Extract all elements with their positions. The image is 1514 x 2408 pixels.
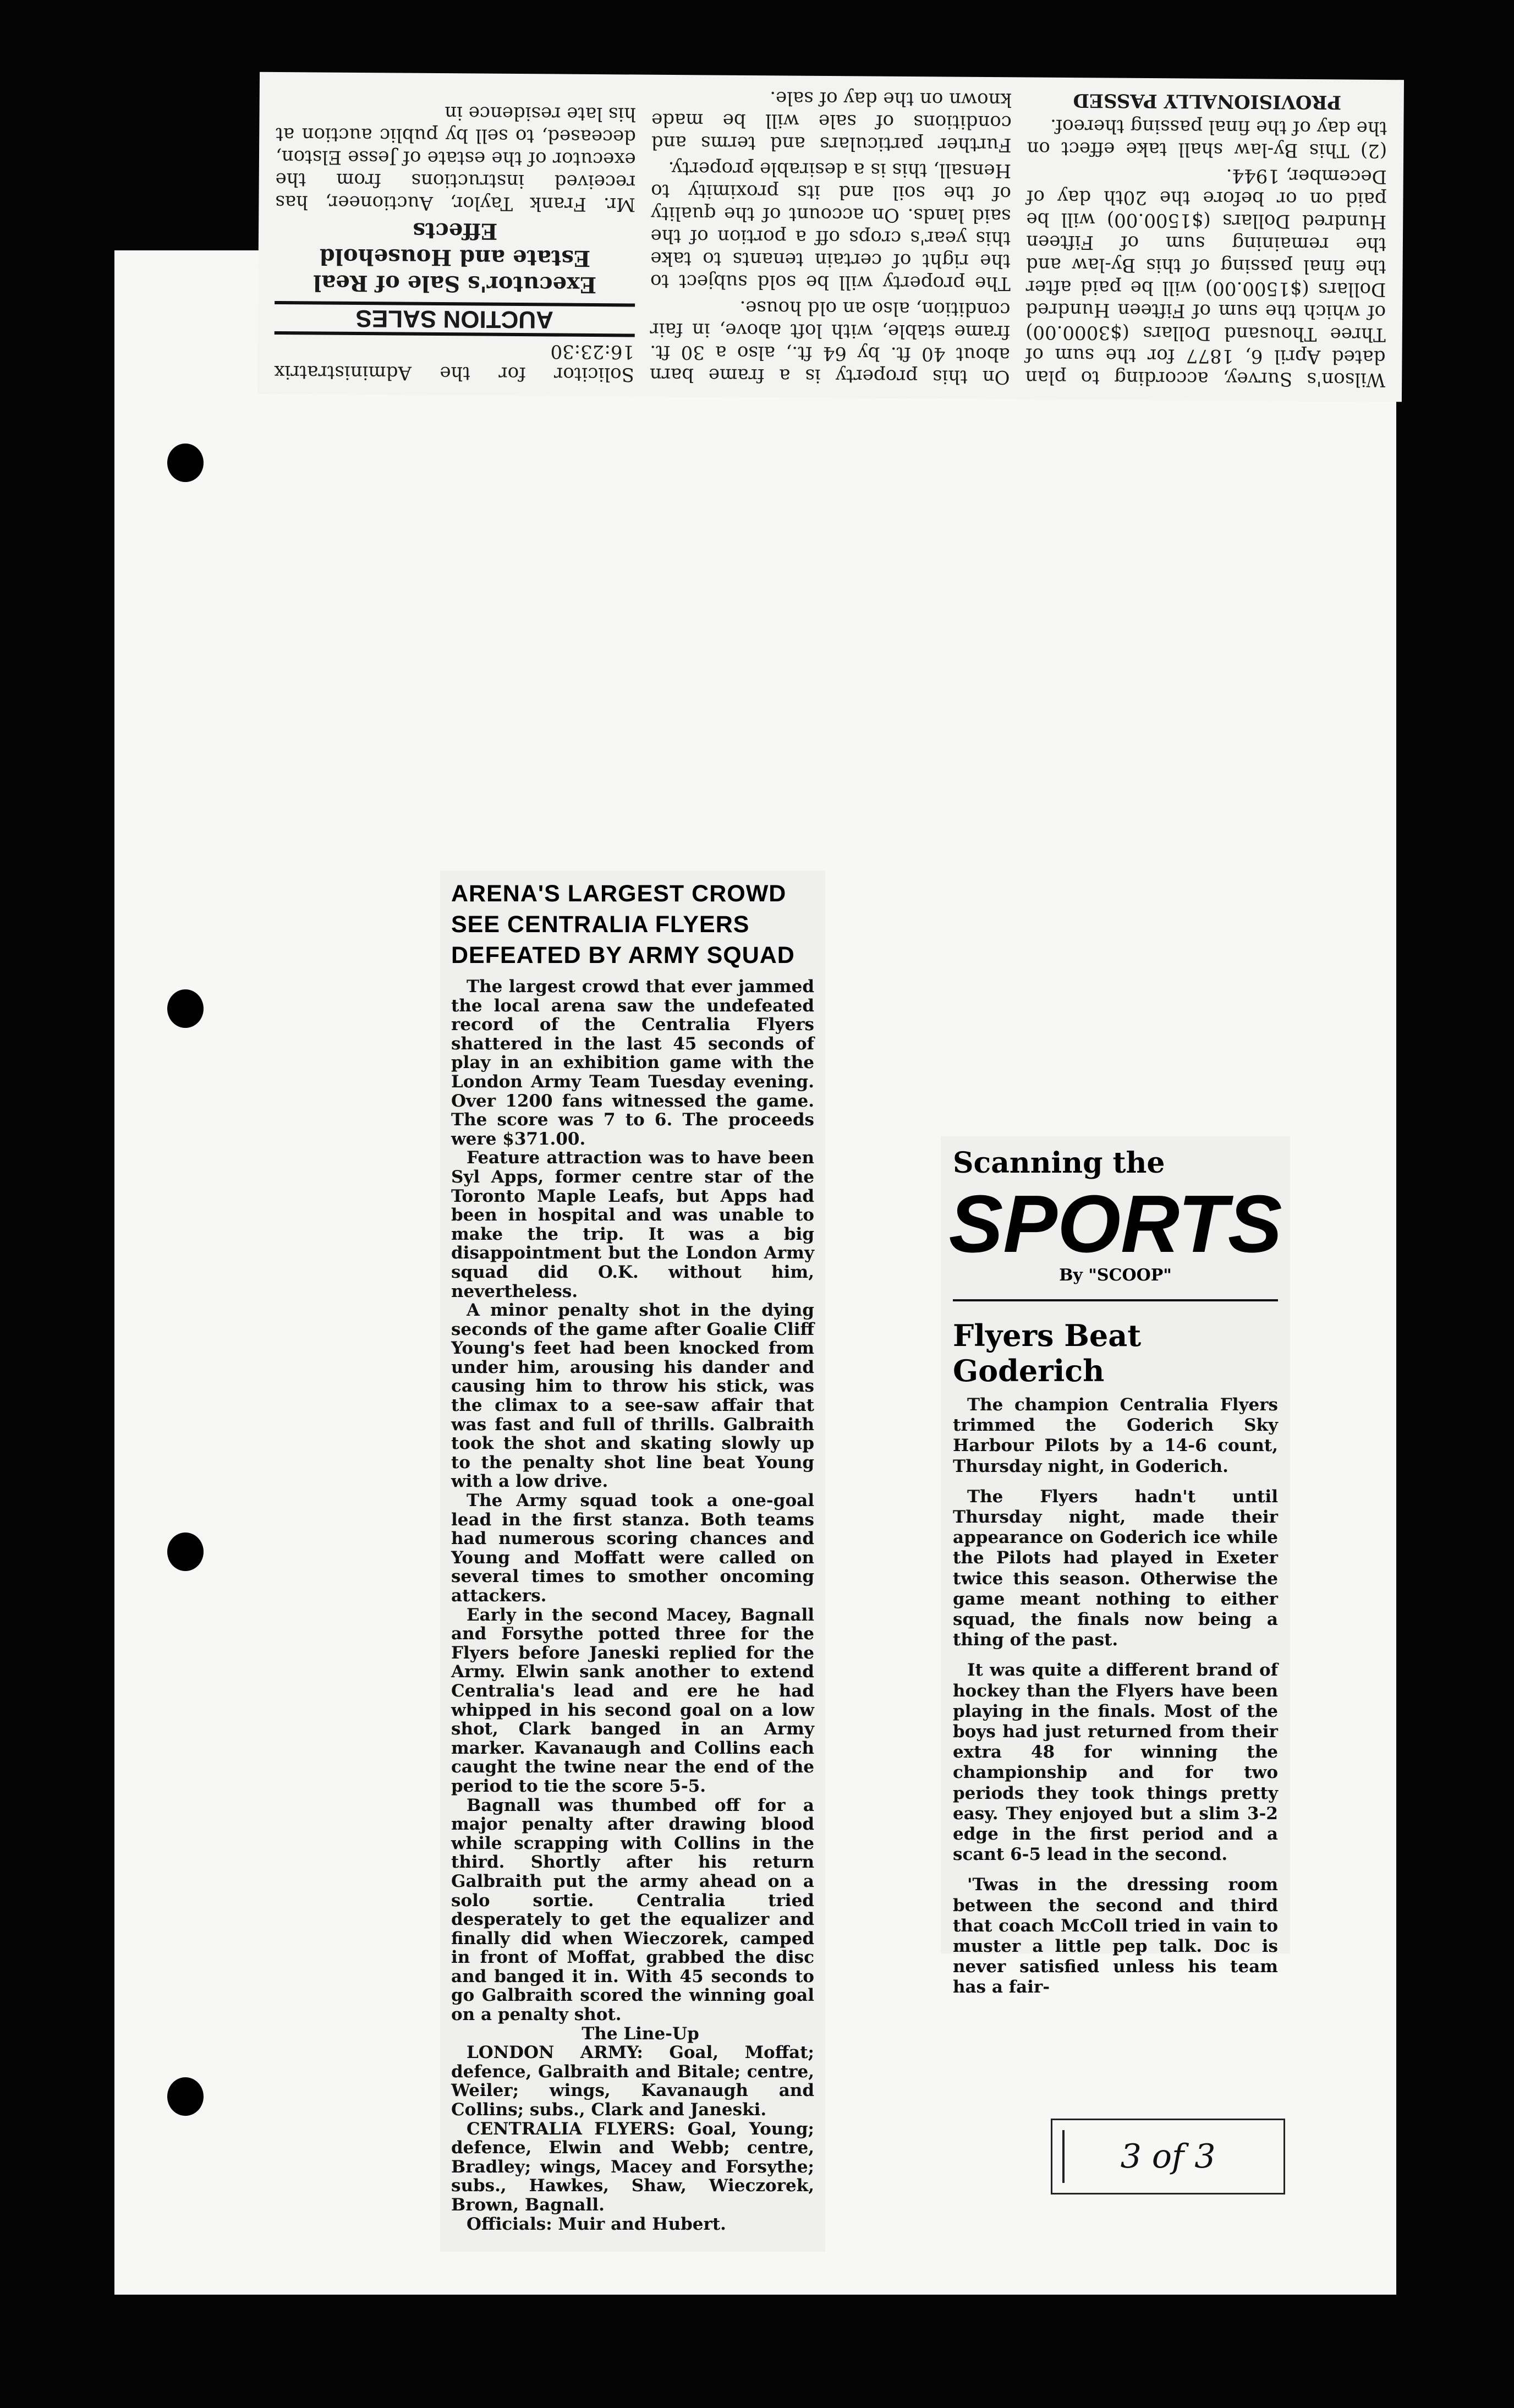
column-paragraph: 'Twas in the dressing room between the second and third that coach McColl tried in vain to muster a little pep talk. Doc is never satisfied unless his team has a fair- bbox=[953, 1875, 1278, 1997]
lineup-heading: The Line-Up bbox=[582, 2023, 699, 2044]
officials: Officials: Muir and Hubert. bbox=[467, 2214, 726, 2234]
column-paragraph: The Flyers hadn't until Thursday night, made their appearance on Goderich ice while the Pilots had played in Exeter twice this season. Otherwise the game meant nothing to either squad, the finals now being a thing of the past. bbox=[953, 1486, 1278, 1650]
column-body bbox=[953, 1395, 1278, 1998]
article-paragraph: Feature attraction was to have been Syl Apps, former centre star of the Toronto Maple Leafs, but Apps had been in hospital and was unable to make the trip. It was a big disappointment but the London Army squad did O.K. without him, nevertheless. bbox=[451, 1148, 814, 1301]
clipping-arena-article bbox=[440, 871, 825, 2252]
page-number-label bbox=[1051, 2119, 1285, 2194]
column-paragraph: The champion Centralia Flyers trimmed the Goderich Sky Harbour Pilots by a 14-6 count, Thursday night, in Goderich. bbox=[953, 1395, 1278, 1476]
auction-solicitor: Solicitor for the Administratrix 16:23:30 bbox=[274, 340, 635, 386]
label-mark bbox=[1062, 2130, 1065, 2183]
article-paragraph: A minor penalty shot in the dying seconds of the game after Goalie Cliff Young's feet had been knocked from under him, arousing his dander and causing him to throw his stick, was the climax to a see-saw affair that was fast and full of thrills. Galbraith took the shot and skating slowly up to the penalty shot line beat Young with a low drive. bbox=[451, 1300, 814, 1492]
article-body bbox=[451, 977, 814, 2234]
column-masthead bbox=[948, 1179, 1282, 1269]
auction-sales-heading: AUCTION SALES bbox=[275, 301, 635, 337]
upside-down-clipping bbox=[257, 72, 1404, 402]
property-paragraph: The property will be sold subject to the right of certain tenants to take this year's crops off a portion of the said lands. On account of the quality of the soil and its proximity to Hensall, this is a desirable property. bbox=[650, 157, 1012, 295]
column-kicker: Scanning the bbox=[953, 1146, 1165, 1180]
auction-paragraph: Mr. Frank Taylor, Auctioneer, has received instructions from the executor of the estate of Jesse Elston, deceased, to sell by public auction at his late residence in bbox=[275, 102, 637, 216]
lineup-centralia: CENTRALIA FLYERS: Goal, Young; defence, Elwin and Webb; centre, Bradley; wings, Macey and Forsythe; subs., Hawkes, Shaw, Wieczorek, Brown, Bagnall. bbox=[451, 2119, 814, 2215]
bylaw-paragraph: Wilson's Survey, according to plan dated April 6, 1877 for the sum of Three Thousand Dollars ($3000.00) of which the sum of Fifteen Hundred Dollars ($1500.00) will be paid after the final passing of this By-law and the remaining sum of Fifteen Hundred Dollars ($1500.00) will be paid on or before the 20th day of December, 1944. bbox=[1025, 165, 1387, 391]
property-paragraph: Further particulars and terms and conditions of sale will be made known on the day of sale. bbox=[651, 87, 1012, 156]
article-paragraph: The Army squad took a one-goal lead in the first stanza. Both teams had numerous scoring chances and Young and Moffatt were called on several times to smother oncoming attackers. bbox=[451, 1491, 814, 1606]
article-paragraph: Bagnall was thumbed off for a major penalty after drawing blood while scrapping with Collins in the third. Shortly after his return Galbraith put the army ahead on a solo sortie. Centralia tried desperately to get the equalizer and finally did when Wieczorek, camped in front of Moffat, grabbed the disc and banged it in. With 45 seconds to go Galbraith scored the winning goal on a penalty shot. bbox=[451, 1795, 814, 2025]
binder-hole bbox=[167, 989, 204, 1028]
masthead-title: SPORTS bbox=[948, 1179, 1282, 1269]
article-paragraph: Early in the second Macey, Bagnall and Forsythe potted three for the Flyers before Janeski replied for the Army. Elwin sank another to extend Centralia's lead and ere he had whipped in his second goal on a low shot, Clark banged in an Army marker. Kavanaugh and Collins each caught the twine near the end of the period to tie the score 5-5. bbox=[451, 1605, 814, 1796]
lineup-london: LONDON ARMY: Goal, Moffat; defence, Galbraith and Bitale; centre, Weiler; wings, Kavanaugh and Collins; subs., Clark and Janeski. bbox=[451, 2043, 814, 2120]
bylaw-passed: PROVISIONALLY PASSED bbox=[1073, 89, 1342, 113]
clipping-column-auction bbox=[274, 83, 636, 386]
column-paragraph: It was quite a different brand of hockey than the Flyers have been playing in the finals. Most of the boys had just returned from their extra 48 for winning the championship and for two periods they took things pretty easy. They enjoyed but a slim 3-2 edge in the first period and a scant 6-5 lead in the second. bbox=[953, 1660, 1278, 1865]
clipping-sports-column bbox=[941, 1136, 1290, 1997]
column-byline: By "SCOOP" bbox=[953, 1266, 1278, 1301]
page-number-text: 3 of 3 bbox=[1120, 2137, 1216, 2176]
clipping-column-property bbox=[650, 86, 1012, 388]
property-paragraph: On this property is a frame barn about 40 ft. by 64 ft., also a 30 ft. frame stable, with loft above, in fair condition, also an old house. bbox=[649, 296, 1011, 388]
clipping-column-bylaw bbox=[1025, 88, 1387, 391]
article-headline: ARENA'S LARGEST CROWD SEE CENTRALIA FLYERS DEFEATED BY ARMY SQUAD bbox=[451, 880, 795, 968]
binder-hole bbox=[167, 1533, 204, 1571]
article-paragraph: The largest crowd that ever jammed the local arena saw the undefeated record of the Centralia Flyers shattered in the last 45 seconds of play in an exhibition game with the London Army Team Tuesday evening. Over 1200 fans witnessed the game. The score was 7 to 6. The proceeds were $371.00. bbox=[451, 977, 814, 1149]
column-headline: Flyers Beat Goderich bbox=[953, 1318, 1142, 1388]
binder-hole bbox=[167, 2077, 204, 2116]
binder-hole bbox=[167, 444, 204, 482]
auction-subheading: Executor's Sale of Real Estate and Household Effects bbox=[312, 217, 597, 298]
bylaw-paragraph: (2) This By-law shall take effect on the day of the final passing thereof. bbox=[1027, 114, 1387, 162]
